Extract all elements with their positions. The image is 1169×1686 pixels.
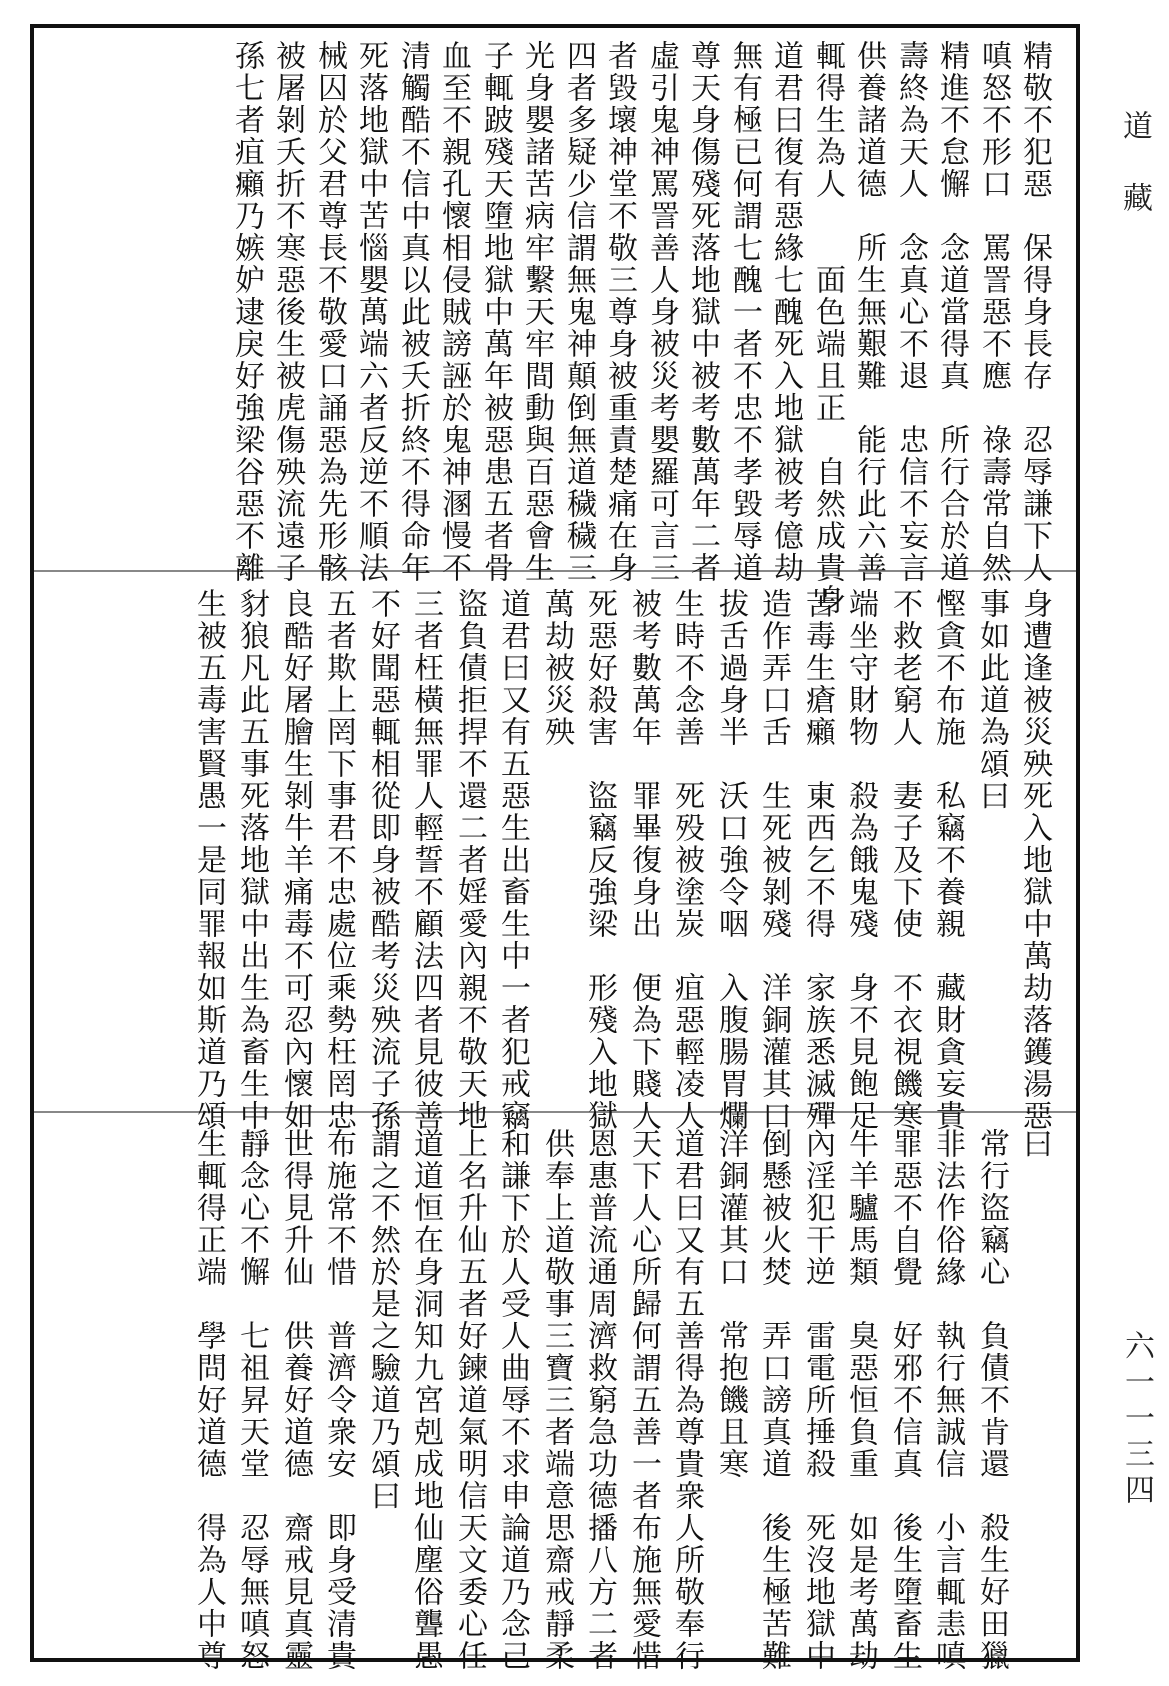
text-column: 三者枉橫無罪人輕誓不顧法四者見彼善 bbox=[408, 588, 443, 1132]
text-column: 道道恒在身洞知九宮剋成地仙塵俗聾愚 bbox=[408, 1128, 443, 1672]
text-column: 五者欺上罔下事君不忠處位乘勢枉罔忠 bbox=[321, 588, 356, 1132]
text-column: 清觸酷不信中真以此被夭折終不得命年 bbox=[395, 40, 430, 584]
page-number: 六一一三四 bbox=[1119, 1330, 1154, 1510]
text-column: 輒得生為人 面色端且正 自然成貴身 bbox=[810, 40, 845, 616]
text-column: 供養諸道德 所生無艱難 能行此六善 bbox=[851, 40, 886, 584]
text-column: 光身嬰諸苦病牢繫天牢間動與百惡會生 bbox=[519, 40, 554, 584]
text-column: 生輒得正端 學問好道德 得為人中尊 bbox=[191, 1128, 226, 1672]
text-column: 盜負債拒捍不還二者婬愛內親不敬天地 bbox=[452, 588, 487, 1132]
text-column: 布施常不惜 普濟令衆安 即身受清貴 bbox=[321, 1128, 356, 1672]
text-column: 天下人心所歸何謂五善一者布施無愛惜 bbox=[626, 1128, 661, 1672]
text-column: 被屠剝夭折不寒惡後生被虎傷殃流遠子 bbox=[270, 40, 305, 584]
text-column: 和謙下於人受人曲辱不求申論道乃念己 bbox=[495, 1128, 530, 1672]
text-column: 械囚於父君尊長不敬愛口誦惡為先形骸 bbox=[312, 40, 347, 584]
text-column: 拔舌過身半 沃口強令咽 入腹腸胃爛 bbox=[713, 588, 748, 1132]
text-column: 謂之不然於是之驗道乃頌曰 bbox=[365, 1128, 400, 1512]
text-column: 上名升仙五者好鍊道氣明信天文委心任 bbox=[452, 1128, 487, 1672]
text-column: 倒懸被火焚 弄口謗真道 後生極苦難 bbox=[756, 1128, 791, 1672]
text-column: 死落地獄中苦惱嬰萬端六者反逆不順法 bbox=[353, 40, 388, 584]
text-column: 供奉上道敬事三寶三者端意思齋戒靜柔 bbox=[539, 1128, 574, 1672]
text-column: 身遭逢被災殃死入地獄中萬劫落鑊湯惡 bbox=[1017, 588, 1052, 1132]
text-column: 四者多疑少信謂無鬼神顛倒無道穢穢三 bbox=[561, 40, 596, 584]
text-column: 萬劫被災殃 bbox=[539, 588, 574, 748]
text-column: 尊天身傷殘死落地獄中被考數萬年二者 bbox=[685, 40, 720, 584]
text-column: 不救老窮人 妻子及下使 不衣視饑寒 bbox=[887, 588, 922, 1132]
text-column: 牛羊驢馬類 臭惡恒負重 如是考萬劫 bbox=[843, 1128, 878, 1672]
text-column: 者毀壞神堂不敬三尊身被重責楚痛在身 bbox=[602, 40, 637, 584]
collection-title: 道藏 bbox=[1117, 110, 1152, 254]
text-column: 洋銅灌其口 常抱饑且寒 bbox=[713, 1128, 748, 1480]
text-column: 死惡好殺害 盜竊反強梁 形殘入地獄 bbox=[582, 588, 617, 1132]
text-column: 事如此道為頌曰 bbox=[974, 588, 1009, 812]
text-column: 良酷好屠膾生剝牛羊痛毒不可忍內懷如 bbox=[278, 588, 313, 1132]
text-column: 子輒跛殘天墮地獄中萬年被惡患五者骨 bbox=[478, 40, 513, 584]
text-column: 孫七者疽癩乃嫉妒逮戾好強梁谷惡不離 bbox=[229, 40, 264, 584]
text-column: 道君曰復有惡緣七醜死入地獄被考億劫 bbox=[768, 40, 803, 584]
text-column: 苦毒生瘡癩 東西乞不得 家族悉滅殫 bbox=[800, 588, 835, 1132]
text-column: 慳貪不布施 私竊不養親 藏財貪妄貴 bbox=[930, 588, 965, 1132]
text-column: 不好聞惡輒相從即身被酷考災殃流子孫 bbox=[365, 588, 400, 1132]
text-column: 嗔怒不形口 罵詈惡不應 祿壽常自然 bbox=[976, 40, 1011, 584]
text-column: 常行盜竊心 負債不肯還 殺生好田獵 bbox=[974, 1128, 1009, 1672]
text-column: 曰 bbox=[1017, 1128, 1052, 1160]
text-column: 壽終為天人 念真心不退 忠信不妄言 bbox=[893, 40, 928, 584]
text-column: 精敬不犯惡 保得身長存 忍辱謙下人 bbox=[1017, 40, 1052, 584]
text-column: 豺狼凡此五事死落地獄中出生為畜生中 bbox=[234, 588, 269, 1132]
text-column: 生被五毒害賢愚一是同罪報如斯道乃頌 bbox=[191, 588, 226, 1132]
text-column: 非法作俗緣 執行無誠信 小言輒恚嗔 bbox=[930, 1128, 965, 1672]
text-column: 無有極已何謂七醜一者不忠不孝毀辱道 bbox=[727, 40, 762, 584]
text-column: 生時不念善 死殁被塗炭 疽惡輕凌人 bbox=[669, 588, 704, 1132]
text-column: 罪惡不自覺 好邪不信真 後生墮畜生 bbox=[887, 1128, 922, 1672]
text-column: 內淫犯干逆 雷電所捶殺 死沒地獄中 bbox=[800, 1128, 835, 1672]
text-column: 造作弄口舌 生死被剝殘 洋銅灌其口 bbox=[756, 588, 791, 1132]
text-column: 恩惠普流通周濟救窮急功德播八方二者 bbox=[582, 1128, 617, 1672]
text-column: 精進不怠懈 念道當得真 所行合於道 bbox=[934, 40, 969, 584]
text-column: 端坐守財物 殺為餓鬼殘 身不見飽足 bbox=[843, 588, 878, 1132]
text-column: 虛引鬼神罵詈善人身被災考嬰羅可言三 bbox=[644, 40, 679, 584]
text-column: 血至不親孔懷相侵賊謗誣於鬼神溷慢不 bbox=[436, 40, 471, 584]
text-column: 道君曰又有五善得為尊貴衆人所敬奉行 bbox=[669, 1128, 704, 1672]
text-column: 世得見升仙 供養好道德 齋戒見真靈 bbox=[278, 1128, 313, 1672]
text-column: 道君曰又有五惡生出畜生中一者犯戒竊 bbox=[495, 588, 530, 1132]
text-column: 被考數萬年 罪畢復身出 便為下賤人 bbox=[626, 588, 661, 1132]
text-column: 靜念心不懈 七祖昇天堂 忍辱無嗔怒 bbox=[234, 1128, 269, 1672]
